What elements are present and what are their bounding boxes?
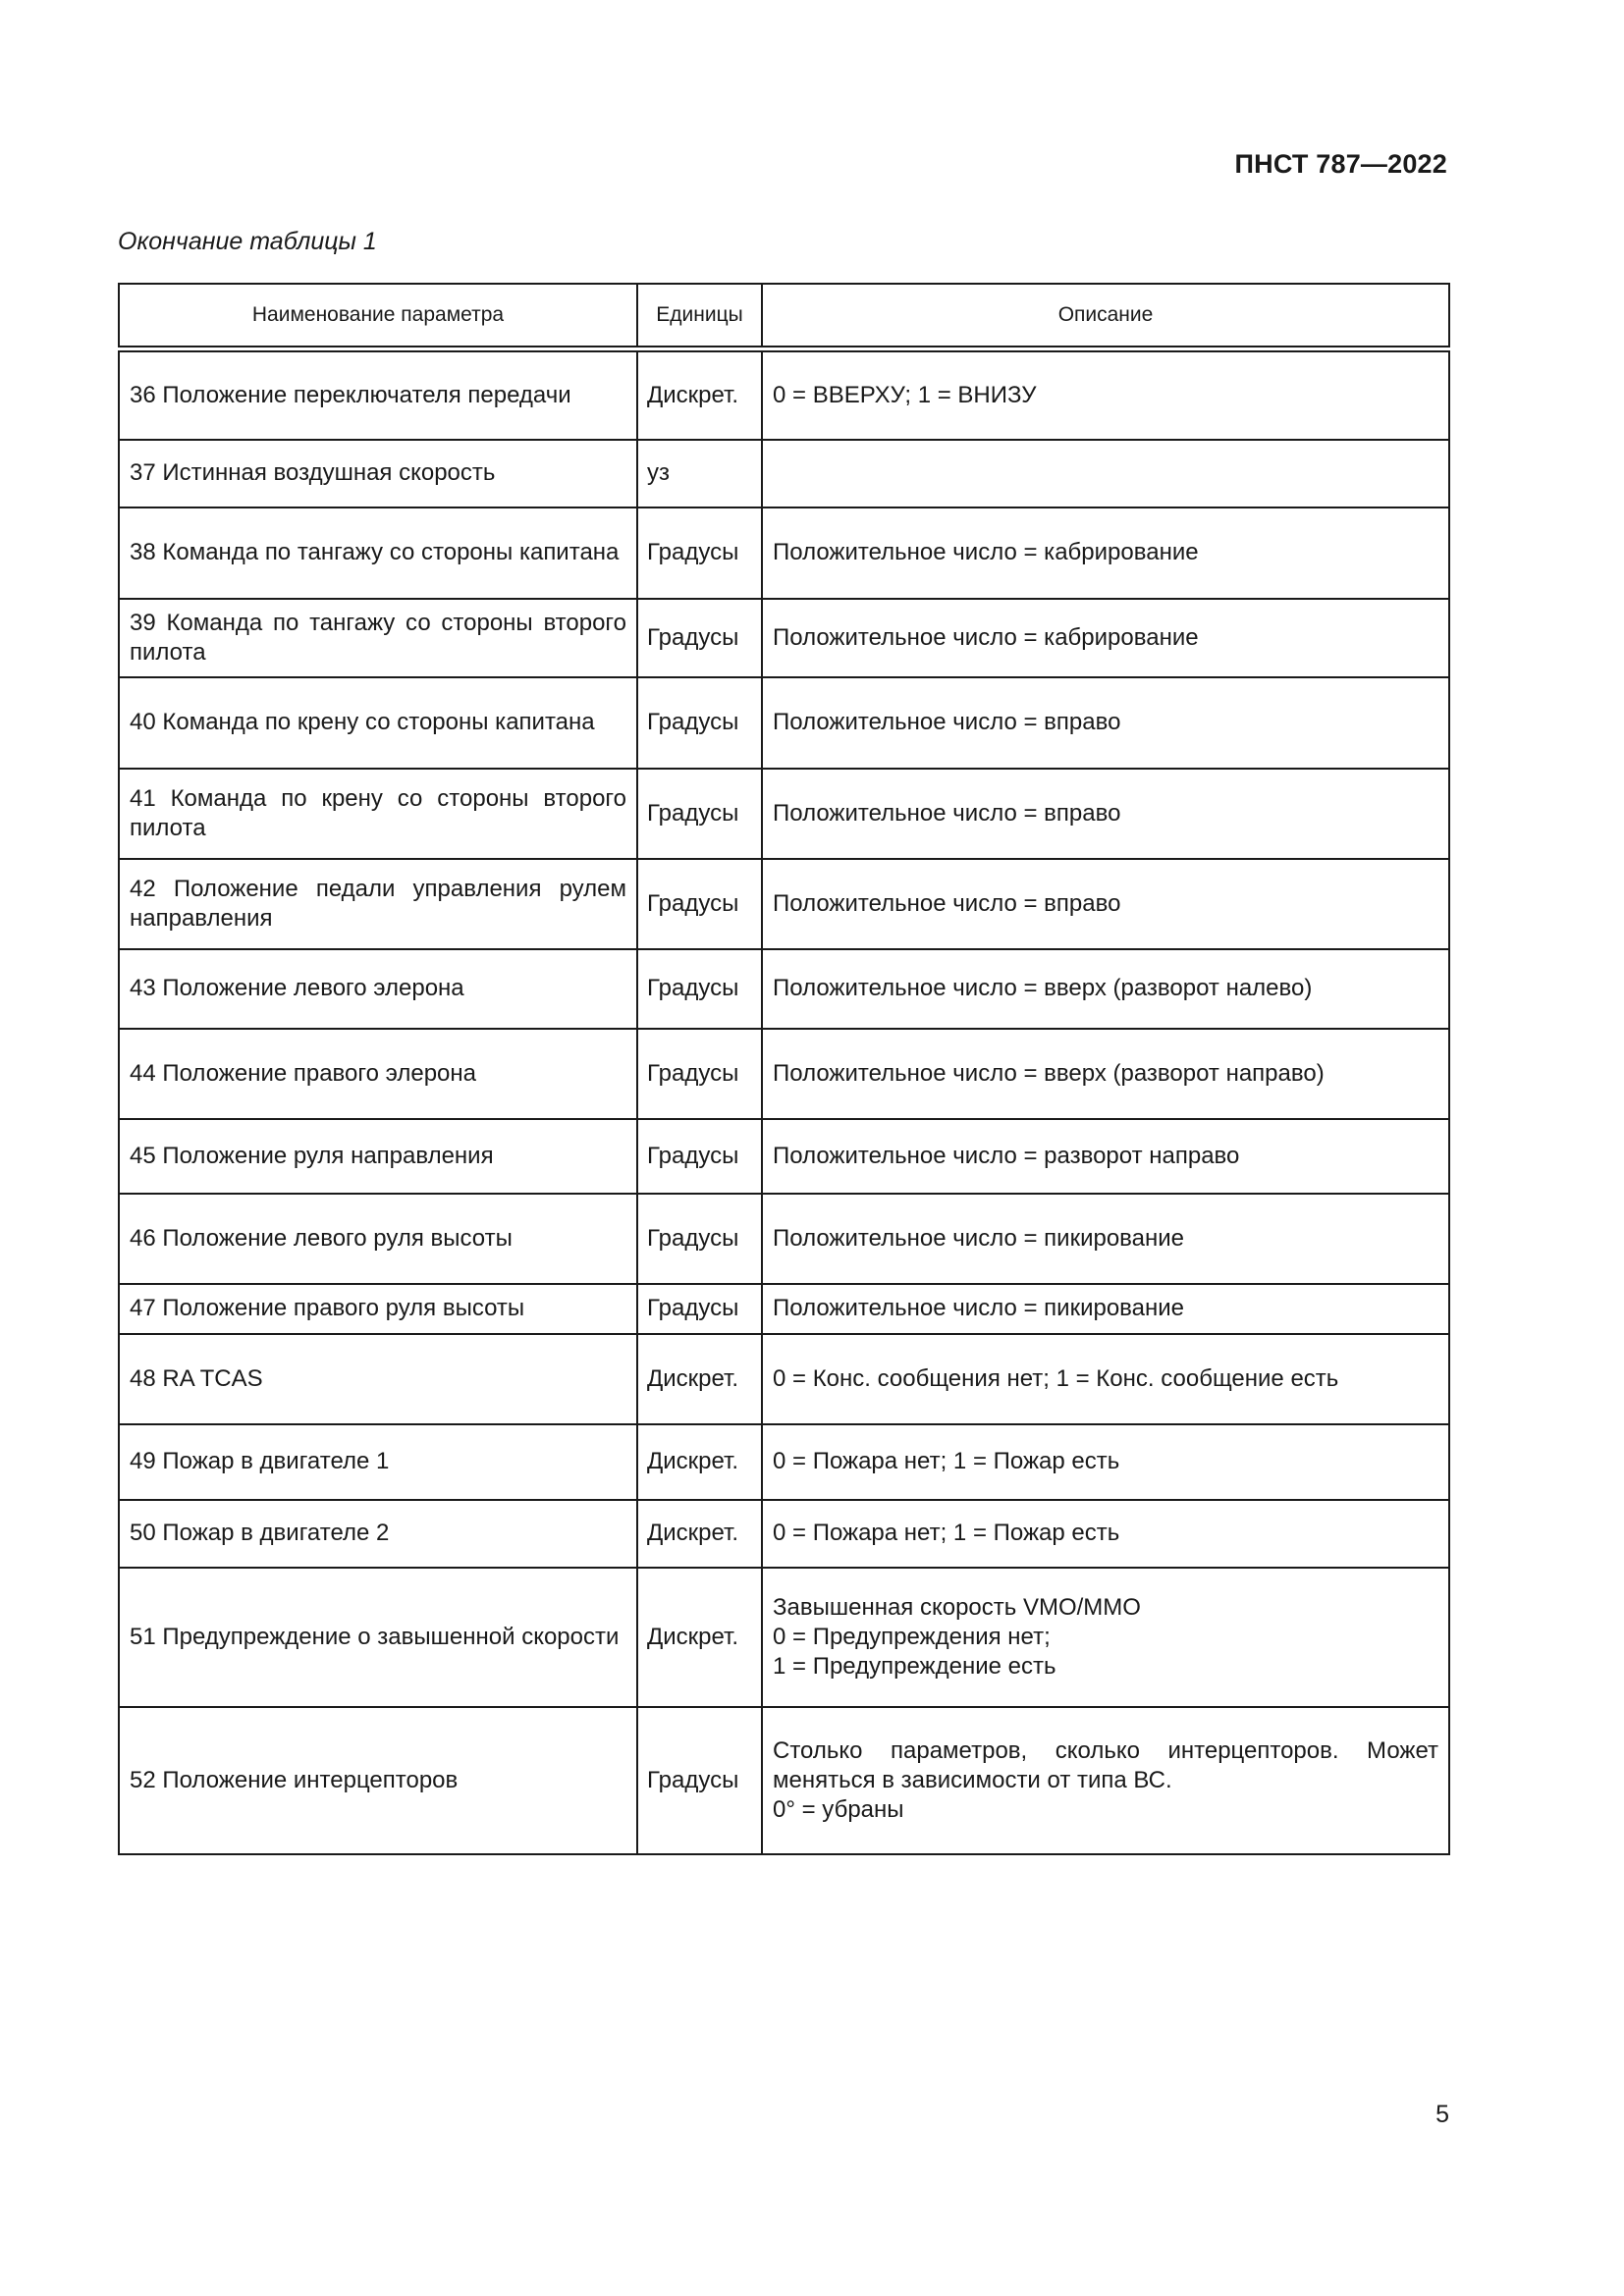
description-line: 1 = Предупреждение есть — [773, 1652, 1056, 1680]
param-name: 39 Команда по тангажу со стороны второго пилота — [119, 599, 637, 677]
param-unit: Градусы — [637, 1029, 762, 1119]
table-row — [119, 1119, 1449, 1194]
param-name: 40 Команда по крену со стороны капитана — [119, 677, 637, 769]
param-description — [762, 1568, 1449, 1707]
table-row — [119, 1284, 1449, 1334]
parameters-table — [118, 283, 1450, 1855]
description-line: Столько параметров, сколько интерцепторов. Может меняться в зависимости от типа ВС. — [773, 1736, 1438, 1793]
param-unit: Градусы — [637, 677, 762, 769]
param-unit: Градусы — [637, 1284, 762, 1334]
table-row — [119, 1194, 1449, 1284]
table-row — [119, 1707, 1449, 1854]
description-line: Положительное число = пикирование — [773, 1295, 1185, 1321]
param-name: 49 Пожар в двигателе 1 — [119, 1424, 637, 1500]
description-line: Завышенная скорость VMO/MMO — [773, 1593, 1141, 1621]
description-line: Положительное число = вправо — [773, 709, 1121, 735]
param-name: 48 RA TCAS — [119, 1334, 637, 1424]
param-name: 41 Команда по крену со стороны второго пилота — [119, 769, 637, 859]
description-line: 0 = Пожара нет; 1 = Пожар есть — [773, 1520, 1120, 1546]
table-row — [119, 1568, 1449, 1707]
description-line: Положительное число = разворот направо — [773, 1142, 1240, 1169]
description-line: 0 = Предупреждения нет; — [773, 1623, 1051, 1650]
param-unit: Градусы — [637, 769, 762, 859]
param-unit: Дискрет. — [637, 1334, 762, 1424]
table-row — [119, 769, 1449, 859]
param-description — [762, 507, 1449, 599]
param-name: 42 Положение педали управления рулем направления — [119, 859, 637, 949]
param-unit: Градусы — [637, 1707, 762, 1854]
description-line: Положительное число = кабрирование — [773, 623, 1199, 651]
table-row — [119, 949, 1449, 1029]
param-name: 37 Истинная воздушная скорость — [119, 440, 637, 507]
table-row — [119, 440, 1449, 507]
param-description — [762, 440, 1449, 507]
param-name: 52 Положение интерцепторов — [119, 1707, 637, 1854]
param-description — [762, 1707, 1449, 1854]
param-unit: уз — [637, 440, 762, 507]
param-unit: Градусы — [637, 599, 762, 677]
param-description — [762, 1334, 1449, 1424]
param-name: 47 Положение правого руля высоты — [119, 1284, 637, 1334]
table-header-row — [119, 284, 1449, 349]
page-number: 5 — [1435, 2101, 1449, 2128]
param-unit: Градусы — [637, 859, 762, 949]
param-unit: Градусы — [637, 949, 762, 1029]
param-unit: Дискрет. — [637, 1500, 762, 1568]
description-line: Положительное число = кабрирование — [773, 539, 1199, 565]
column-header-name: Наименование параметра — [119, 284, 637, 349]
param-description — [762, 1284, 1449, 1334]
param-name: 51 Предупреждение о завышенной скорости — [119, 1568, 637, 1707]
table-row — [119, 507, 1449, 599]
param-description — [762, 599, 1449, 677]
table-row — [119, 1334, 1449, 1424]
column-header-description: Описание — [762, 284, 1449, 349]
param-name: 43 Положение левого элерона — [119, 949, 637, 1029]
param-description — [762, 769, 1449, 859]
table-row — [119, 859, 1449, 949]
table-row — [119, 349, 1449, 440]
param-description — [762, 1500, 1449, 1568]
description-line: Положительное число = вправо — [773, 889, 1121, 917]
param-name: 36 Положение переключателя передачи — [119, 349, 637, 440]
param-name: 46 Положение левого руля высоты — [119, 1194, 637, 1284]
table-row — [119, 1029, 1449, 1119]
param-name: 50 Пожар в двигателе 2 — [119, 1500, 637, 1568]
param-unit: Градусы — [637, 1194, 762, 1284]
param-description — [762, 1029, 1449, 1119]
param-description — [762, 349, 1449, 440]
description-line: 0 = Пожара нет; 1 = Пожар есть — [773, 1448, 1120, 1474]
column-header-unit: Единицы — [637, 284, 762, 349]
document-code: ПНСТ 787—2022 — [1234, 149, 1447, 179]
param-description — [762, 1194, 1449, 1284]
param-unit: Дискрет. — [637, 1568, 762, 1707]
description-line: 0° = убраны — [773, 1795, 904, 1823]
param-name: 38 Команда по тангажу со стороны капитана — [119, 507, 637, 599]
param-description — [762, 1424, 1449, 1500]
param-unit: Дискрет. — [637, 1424, 762, 1500]
param-description — [762, 949, 1449, 1029]
table-row — [119, 677, 1449, 769]
param-description — [762, 859, 1449, 949]
table-row — [119, 1424, 1449, 1500]
description-line: Положительное число = пикирование — [773, 1224, 1185, 1252]
param-name: 45 Положение руля направления — [119, 1119, 637, 1194]
param-unit: Дискрет. — [637, 349, 762, 440]
param-unit: Градусы — [637, 1119, 762, 1194]
param-description — [762, 1119, 1449, 1194]
table-row — [119, 599, 1449, 677]
param-name: 44 Положение правого элерона — [119, 1029, 637, 1119]
description-line: Положительное число = вверх (разворот направо) — [773, 1059, 1325, 1087]
param-unit: Градусы — [637, 507, 762, 599]
description-line: Положительное число = вверх (разворот налево) — [773, 975, 1313, 1001]
table-row — [119, 1500, 1449, 1568]
param-description — [762, 677, 1449, 769]
description-line: 0 = Конс. сообщения нет; 1 = Конс. сообщение есть — [773, 1364, 1339, 1392]
description-line: Положительное число = вправо — [773, 799, 1121, 827]
description-line: 0 = ВВЕРХУ; 1 = ВНИЗУ — [773, 381, 1037, 408]
table-caption: Окончание таблицы 1 — [118, 228, 377, 255]
